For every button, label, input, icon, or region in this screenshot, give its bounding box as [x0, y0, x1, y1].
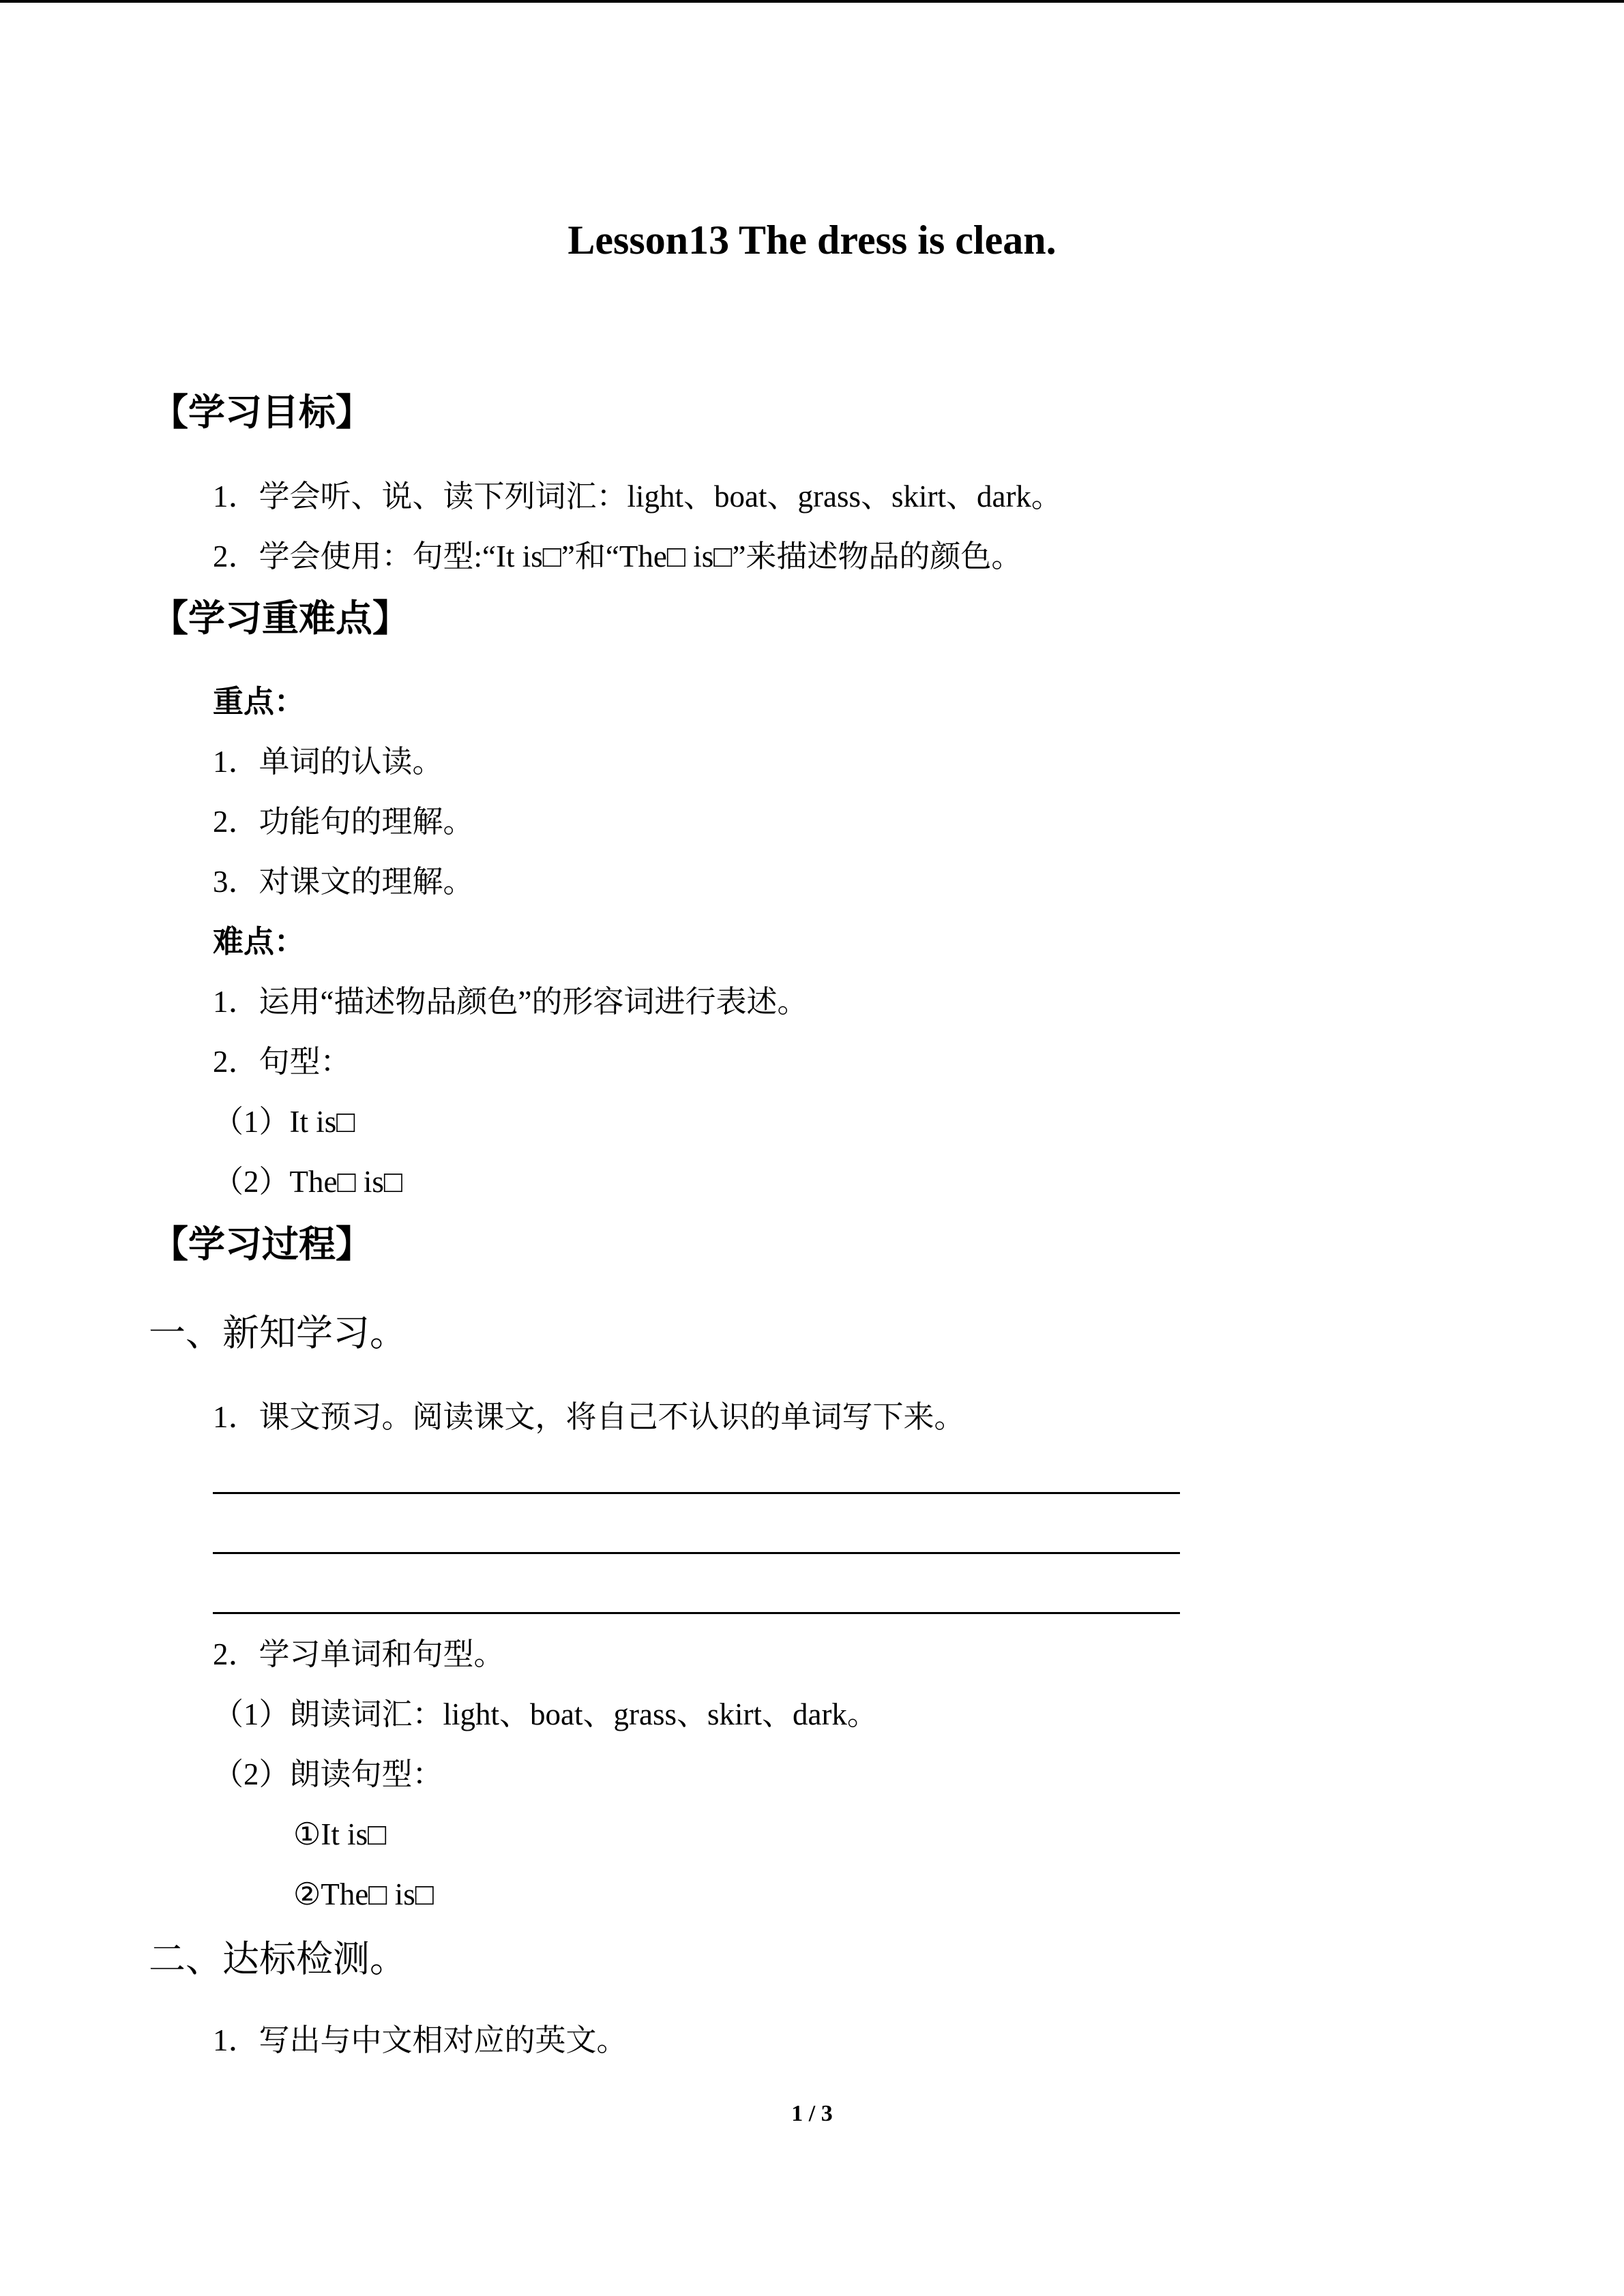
section-1-item-2: 2．学习单词和句型。	[213, 1637, 505, 1671]
process-heading: 【学习过程】	[151, 1223, 372, 1266]
objective-item-2: 2．学会使用：句型:“It is□”和“The□ is□”来描述物品的颜色。	[213, 539, 1022, 573]
objectives-heading: 【学习目标】	[151, 391, 372, 434]
key-item-2: 2．功能句的理解。	[213, 805, 474, 839]
key-label: 重点：	[213, 685, 306, 719]
section-1-sub-1: （1）朗读词汇：light、boat、grass、skirt、dark。	[213, 1697, 878, 1731]
lesson-title: Lesson13 The dress is clean.	[567, 218, 1057, 263]
objective-item-1: 1．学会听、说、读下列词汇：light、boat、grass、skirt、dark。	[213, 479, 1062, 513]
answer-blank-line-2[interactable]	[213, 1552, 1180, 1554]
answer-blank-line-1[interactable]	[213, 1492, 1180, 1494]
section-1-title: 一、新知学习。	[149, 1313, 407, 1354]
section-2-item-1: 1．写出与中文相对应的英文。	[213, 2023, 628, 2057]
difficult-pattern-2: （2）The□ is□	[213, 1165, 403, 1199]
difficult-label: 难点：	[213, 925, 306, 959]
section-1-pattern-1: ①It is□	[293, 1817, 387, 1851]
difficult-item-2: 2．句型：	[213, 1045, 351, 1079]
section-1-pattern-2: ②The□ is□	[293, 1877, 434, 1911]
section-1-item-1: 1．课文预习。阅读课文，将自己不认识的单词写下来。	[213, 1400, 965, 1434]
answer-blank-line-3[interactable]	[213, 1612, 1180, 1614]
section-1-sub-2: （2）朗读句型：	[213, 1757, 443, 1791]
page-number: 1 / 3	[791, 2101, 833, 2126]
difficult-pattern-1: （1）It is□	[213, 1105, 355, 1139]
key-item-1: 1．单词的认读。	[213, 745, 443, 779]
difficult-item-1: 1．运用“描述物品颜色”的形容词进行表述。	[213, 985, 808, 1019]
key-item-3: 3．对课文的理解。	[213, 865, 474, 899]
key-points-heading: 【学习重难点】	[151, 597, 409, 640]
section-2-title: 二、达标检测。	[149, 1939, 407, 1980]
